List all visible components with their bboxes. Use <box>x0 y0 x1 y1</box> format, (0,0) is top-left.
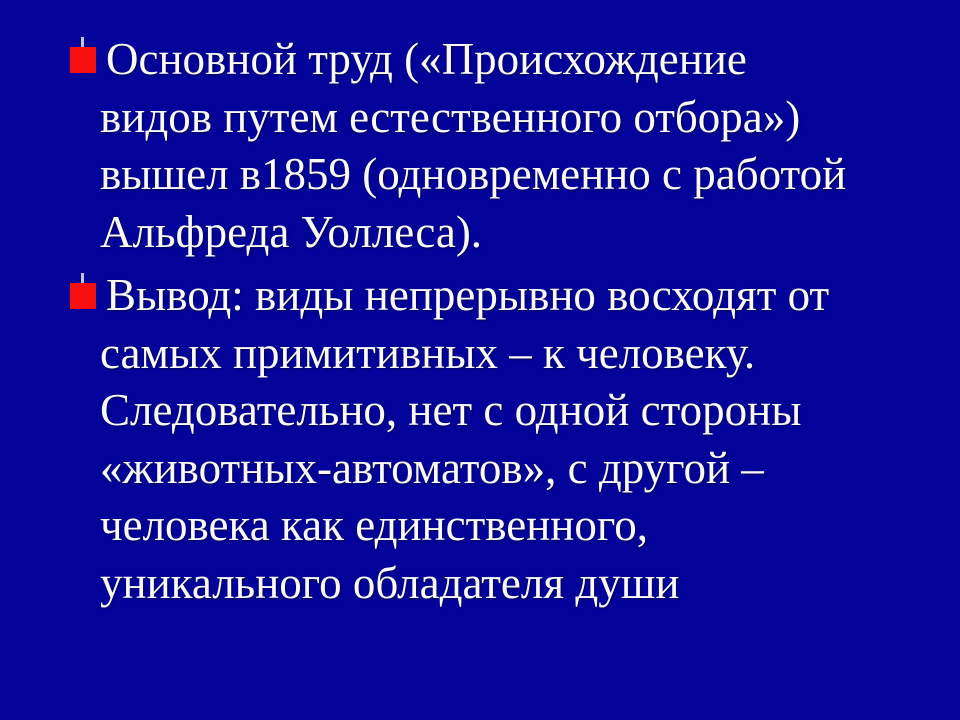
bullet-item-main-work <box>0 31 960 261</box>
bullet-text-line: видов путем естественного отбора») <box>100 91 801 142</box>
bullet-square-icon <box>70 283 96 309</box>
bullet-text-line: Основной труд («Происхождение <box>106 34 747 84</box>
bullet-text-line: Вывод: виды непрерывно восходят от <box>106 270 830 320</box>
bullet-tick-icon <box>81 273 84 283</box>
bullet-item-conclusion <box>0 267 960 612</box>
bullet-text-line: «животных-автоматов», с другой – <box>100 442 764 493</box>
bullet-text-line: человека как единственного, <box>100 500 648 550</box>
bullet-square-icon <box>70 47 96 73</box>
bullet-text-line: уникального обладателя души <box>100 557 680 608</box>
bullet-text-line: Следовательно, нет с одной стороны <box>100 385 802 435</box>
bullet-text-line: вышел в1859 (одновременно с работой <box>100 149 847 199</box>
bullet-text-line: Альфреда Уоллеса). <box>100 206 483 257</box>
bullet-tick-icon <box>81 37 84 47</box>
bullet-text-line: самых примитивных – к человеку. <box>100 327 756 378</box>
